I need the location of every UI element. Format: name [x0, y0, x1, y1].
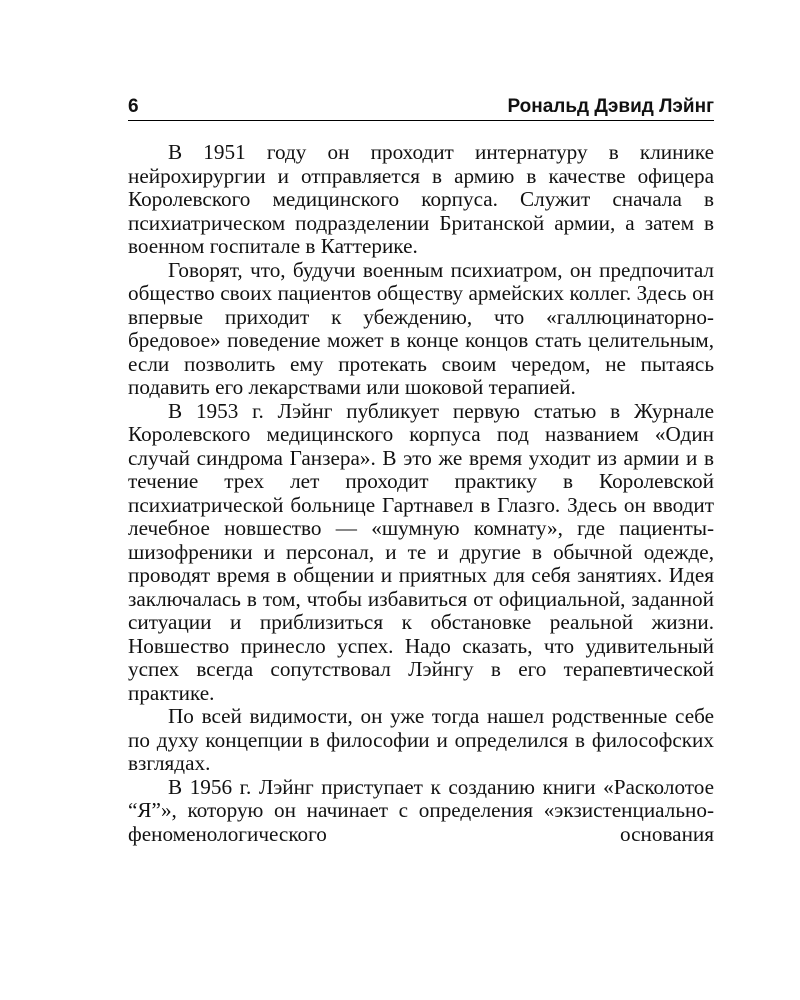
paragraph: В 1951 году он проходит интернатуру в клинике нейрохирургии и отправляется в армию в качестве офицера Королевского медицинского корпуса. Служит сначала в психиатрическом подразделении Британской армии, а затем в военном госпитале в Каттерике.	[128, 140, 714, 258]
paragraph: Говорят, что, будучи военным психиатром, он предпочитал общество своих пациентов обществу армейских коллег. Здесь он впервые приходит к убеждению, что «галлюцинаторно-бредовое» поведение может в конце концов стать целительным, если позволить ему протекать своим чередом, не пытаясь подавить его лекарствами или шоковой терапией.	[128, 257, 714, 399]
running-head: Рональд Дэвид Лэйнг	[507, 96, 714, 117]
page-header	[128, 96, 714, 121]
body-text	[128, 141, 714, 846]
page-number: 6	[128, 96, 139, 117]
paragraph: По всей видимости, он уже тогда нашел родственные себе по духу концепции в философии и определился в философских взглядах.	[128, 704, 714, 775]
paragraph: В 1956 г. Лэйнг приступает к созданию книги «Расколотое “Я”», которую он начинает с определения «экзистенциально-феноменологического основания	[128, 774, 714, 846]
paragraph: В 1953 г. Лэйнг публикует первую статью в Журнале Королевского медицинского корпуса под названием «Один случай синдрома Ганзера». В это же время уходит из армии и в течение трех лет проходит практику в Королевской психиатрической больнице Гартнавел в Глазго. Здесь он вводит лечебное новшество — «шумную комнату», где пациенты-шизофреники и персонал, и те и другие в обычной одежде, проводят время в общении и приятных для себя занятиях. Идея заключалась в том, чтобы избавиться от официальной, заданной ситуации и приблизиться к обстановке реальной жизни. Новшество принесло успех. Надо сказать, что удивительный успех всегда сопутствовал Лэйнгу в его терапевтической практике.	[128, 398, 714, 705]
